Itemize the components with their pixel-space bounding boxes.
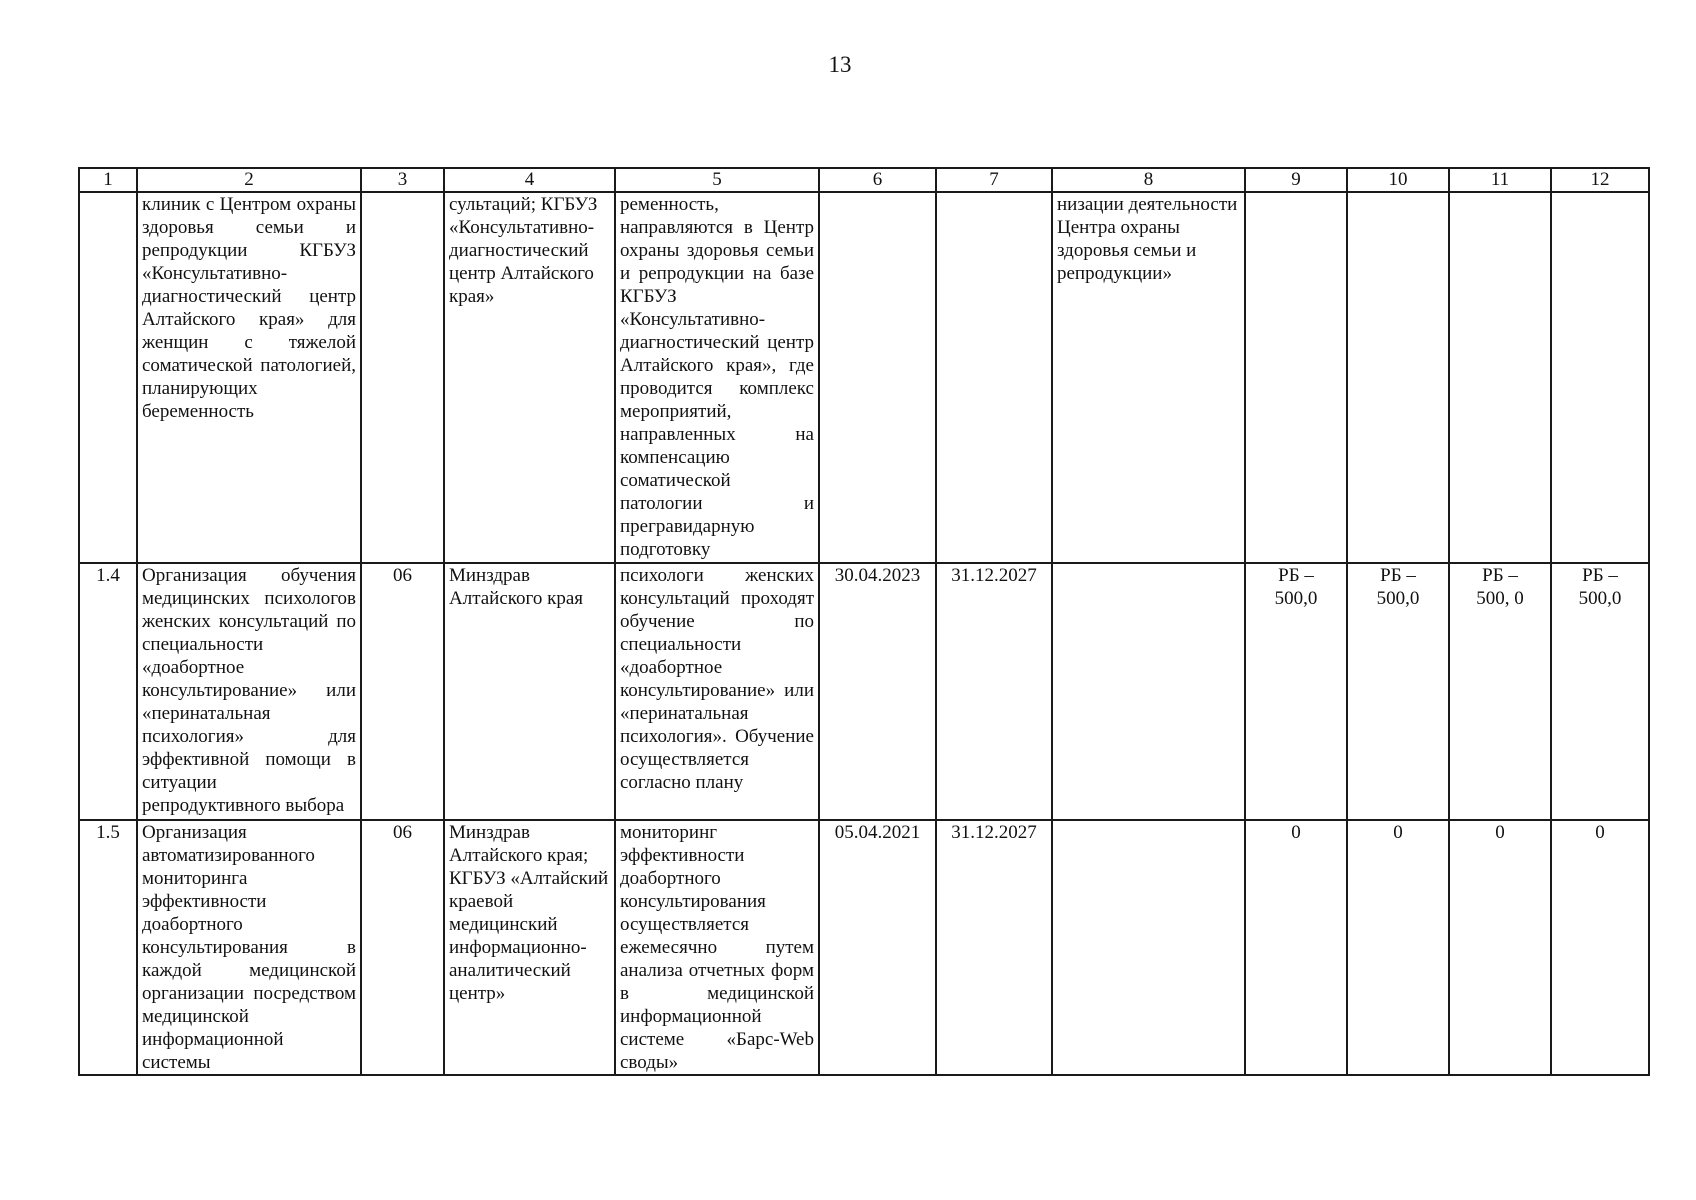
cell-funding-10 [1347,192,1449,563]
cell-funding-9: 0 [1245,820,1347,1075]
header-col-1: 1 [79,168,137,192]
cell-start-date: 05.04.2021 [819,820,936,1075]
cell-executor: Минздрав Алтайского края [444,563,615,820]
cell-document [1052,563,1245,820]
cell-funding-11: 0 [1449,820,1551,1075]
cell-result: мониторинг эффективности доабортного консультирования осуществляется ежемесячно путем анализа отчетных форм в медицинской информационной системе «Барс-Web своды» [615,820,819,1075]
cell-funding-12: 0 [1551,820,1649,1075]
cell-funding-12 [1551,192,1649,563]
cell-document: низации деятельности Центра охраны здоровья семьи и репродукции» [1052,192,1245,563]
header-col-4: 4 [444,168,615,192]
table-row [79,192,1649,563]
cell-executor: сультаций; КГБУЗ «Консультативно-диагностический центр Алтайского края» [444,192,615,563]
header-row [79,168,1649,192]
header-col-7: 7 [936,168,1052,192]
header-col-2: 2 [137,168,361,192]
header-col-3: 3 [361,168,444,192]
cell-start-date [819,192,936,563]
cell-funding-10: 0 [1347,820,1449,1075]
page-number: 13 [828,52,852,77]
cell-document [1052,820,1245,1075]
header-col-8: 8 [1052,168,1245,192]
cell-code: 06 [361,820,444,1075]
cell-measure-name: Организация автоматизированного мониторинга эффективности доабортного консультирования в каждой медицинской организации посредством медицинской информационной системы [137,820,361,1075]
cell-end-date [936,192,1052,563]
cell-funding-11: РБ – 500, 0 [1449,563,1551,820]
cell-measure-name: клиник с Центром охраны здоровья семьи и репродукции КГБУЗ «Консультативно-диагностический центр Алтайского края» для женщин с тяжелой соматической патологией, планирующих беременность [137,192,361,563]
cell-funding-11 [1449,192,1551,563]
cell-item-number [79,192,137,563]
cell-end-date: 31.12.2027 [936,563,1052,820]
cell-start-date: 30.04.2023 [819,563,936,820]
cell-result: психологи женских консультаций проходят обучение по специальности «доабортное консультирование» или «перинатальная психология». Обучение осуществляется согласно плану [615,563,819,820]
table-row [79,820,1649,1075]
header-col-10: 10 [1347,168,1449,192]
measures-table [78,167,1650,1076]
table-row [79,563,1649,820]
cell-funding-12: РБ – 500,0 [1551,563,1649,820]
cell-funding-10: РБ – 500,0 [1347,563,1449,820]
header-col-5: 5 [615,168,819,192]
header-col-9: 9 [1245,168,1347,192]
cell-executor: Минздрав Алтайского края; КГБУЗ «Алтайский краевой медицинский информационно-аналитический центр» [444,820,615,1075]
cell-end-date: 31.12.2027 [936,820,1052,1075]
cell-result: ременность, направляются в Центр охраны здоровья семьи и репродукции на базе КГБУЗ «Консультативно-диагностический центр Алтайского края», где проводится комплекс мероприятий, направленных на компенсацию соматической патологии и прегравидарную подготовку [615,192,819,563]
cell-item-number: 1.5 [79,820,137,1075]
cell-code: 06 [361,563,444,820]
cell-code [361,192,444,563]
cell-funding-9: РБ – 500,0 [1245,563,1347,820]
cell-measure-name: Организация обучения медицинских психологов женских консультаций по специальности «доабортное консультирование» или «перинатальная психология» для эффективной помощи в ситуации репродуктивного выбора [137,563,361,820]
header-col-11: 11 [1449,168,1551,192]
cell-item-number: 1.4 [79,563,137,820]
header-col-12: 12 [1551,168,1649,192]
cell-funding-9 [1245,192,1347,563]
header-col-6: 6 [819,168,936,192]
